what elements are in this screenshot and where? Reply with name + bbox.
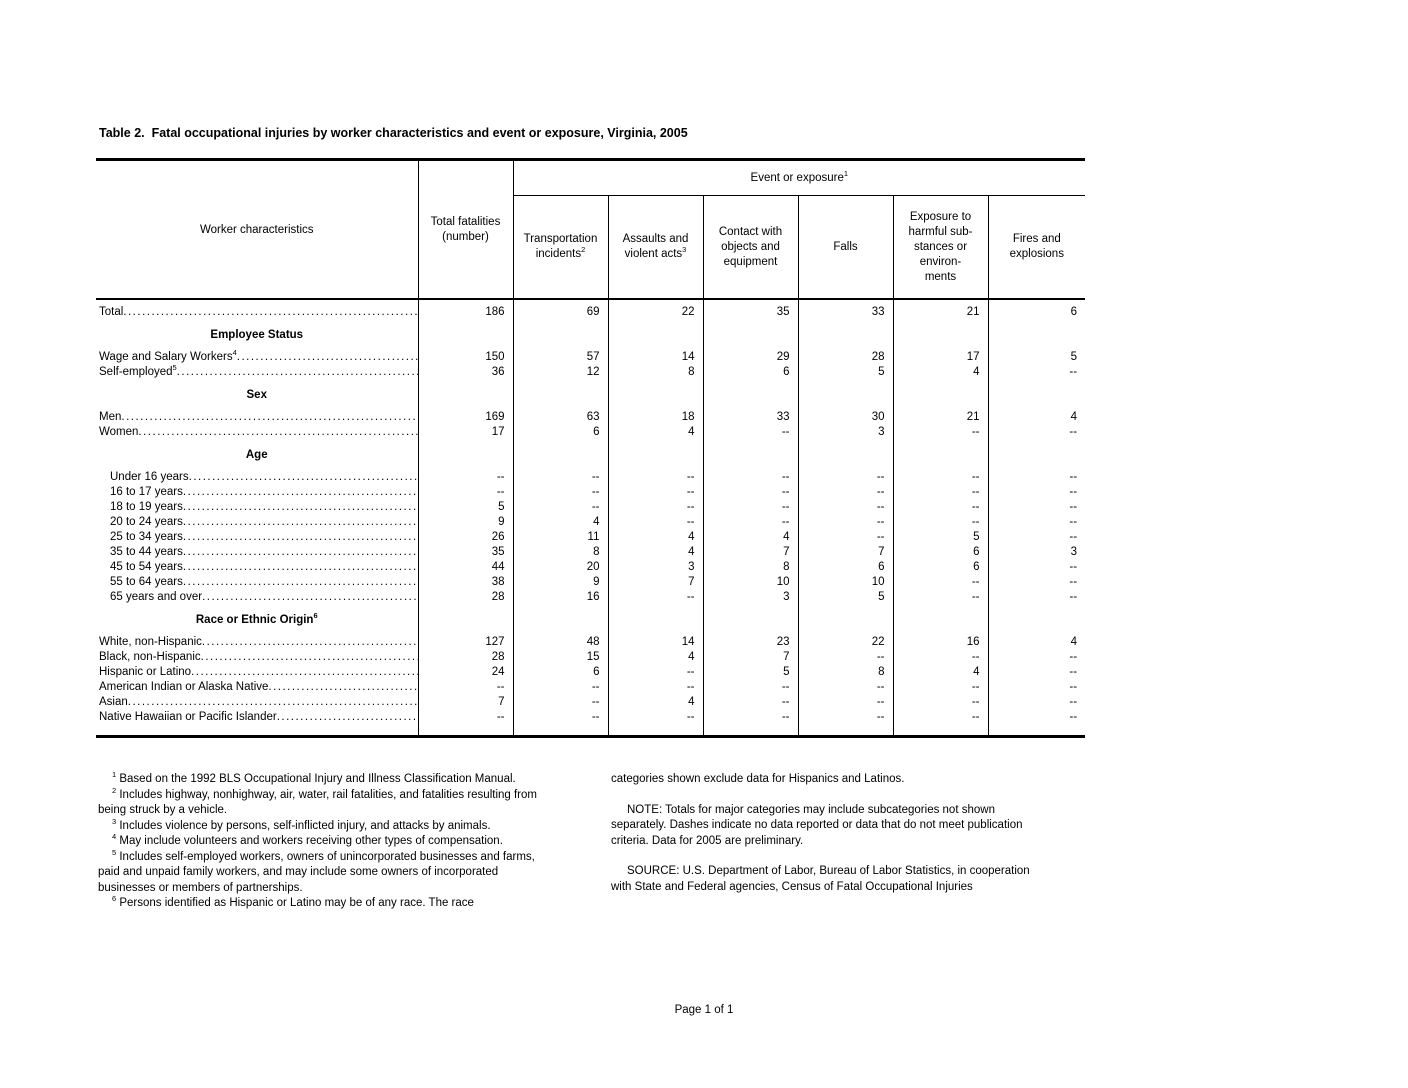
footnotes-right-column — [611, 772, 1039, 895]
value-cell: 5 — [988, 350, 1085, 365]
value-cell: -- — [988, 665, 1085, 680]
row-label-text: Black, non-Hispanic — [99, 651, 201, 663]
leader-dots — [183, 575, 418, 590]
table-row — [96, 560, 1085, 575]
value-cell: -- — [988, 560, 1085, 575]
row-label-text: Women — [99, 426, 139, 438]
table-row — [96, 650, 1085, 665]
value-cell: 6 — [798, 560, 893, 575]
value-cell: -- — [703, 485, 798, 500]
value-cell: -- — [798, 470, 893, 485]
page-number: Page 1 of 1 — [674, 1004, 734, 1016]
note-paragraph: categories shown exclude data for Hispanics and Latinos. — [611, 773, 905, 785]
value-cell: -- — [513, 695, 608, 710]
table-row — [96, 410, 1085, 425]
value-cell: 18 — [608, 410, 703, 425]
table-title: Table 2. Fatal occupational injuries by worker characteristics and event or exposure, Virginia, 2005 — [99, 126, 688, 140]
value-cell: 5 — [893, 530, 988, 545]
value-cell: -- — [418, 485, 513, 500]
value-cell: -- — [608, 500, 703, 515]
row-label-text: 65 years and over — [110, 591, 203, 603]
value-cell: 7 — [608, 575, 703, 590]
row-label — [96, 560, 418, 575]
row-label-text: 35 to 44 years — [110, 546, 183, 558]
leader-dots — [183, 560, 418, 575]
empty-cell — [893, 605, 988, 635]
empty-cell — [988, 380, 1085, 410]
row-label-text: Total — [99, 306, 124, 318]
value-cell: 30 — [798, 410, 893, 425]
value-cell: -- — [513, 680, 608, 695]
value-cell: -- — [988, 470, 1085, 485]
footnote: $^6$ Persons identified as Hispanic or Latino may be of any race. The race — [112, 894, 474, 909]
value-cell: 69 — [513, 299, 608, 320]
value-cell: 127 — [418, 635, 513, 650]
value-cell: 26 — [418, 530, 513, 545]
leader-dots — [138, 425, 417, 440]
worker-characteristics-header: Worker characteristics — [96, 160, 418, 300]
value-cell: 33 — [798, 299, 893, 320]
value-cell: -- — [893, 515, 988, 530]
value-cell: 22 — [608, 299, 703, 320]
event-column-header: Transportation incidents$^2$ — [513, 196, 608, 300]
value-cell: -- — [988, 680, 1085, 695]
event-column-header: Fires and explosions — [988, 196, 1085, 300]
row-label — [96, 665, 418, 680]
row-label-text: 25 to 34 years — [110, 531, 183, 543]
value-cell: -- — [513, 470, 608, 485]
footnote: $^2$ Includes highway, nonhighway, air, water, rail fatalities, and fatalities resulting from being struck by a vehicle. — [98, 785, 537, 816]
footnotes-left-column — [98, 772, 556, 912]
value-cell: 5 — [703, 665, 798, 680]
row-label-text: Hispanic or Latino — [99, 666, 192, 678]
leader-dots — [189, 470, 418, 485]
table-row — [96, 680, 1085, 695]
value-cell: 12 — [513, 365, 608, 380]
value-cell: 3 — [988, 545, 1085, 560]
row-label — [96, 590, 418, 605]
row-label — [96, 485, 418, 500]
leader-dots — [237, 350, 418, 365]
value-cell: 7 — [703, 545, 798, 560]
table-row — [96, 590, 1085, 605]
empty-cell — [798, 320, 893, 350]
value-cell: -- — [703, 515, 798, 530]
value-cell: 3 — [703, 590, 798, 605]
value-cell: 21 — [893, 410, 988, 425]
event-exposure-label: Event or exposure — [750, 172, 844, 184]
row-label — [96, 545, 418, 560]
value-cell: 4 — [988, 410, 1085, 425]
empty-cell — [418, 320, 513, 350]
value-cell: -- — [798, 515, 893, 530]
value-cell: -- — [798, 530, 893, 545]
row-label-text: White, non-Hispanic — [99, 636, 202, 648]
row-label — [96, 365, 418, 380]
footnote: $^1$ Based on the 1992 BLS Occupational Injury and Illness Classification Manual. — [112, 770, 516, 785]
empty-cell — [418, 605, 513, 635]
value-cell: 14 — [608, 350, 703, 365]
value-cell: 16 — [513, 590, 608, 605]
value-cell: 28 — [418, 590, 513, 605]
value-cell: -- — [703, 425, 798, 440]
value-cell: 28 — [418, 650, 513, 665]
value-cell: -- — [513, 500, 608, 515]
leader-dots — [128, 695, 418, 710]
value-cell: -- — [798, 650, 893, 665]
value-cell: 4 — [608, 695, 703, 710]
row-label — [96, 350, 418, 365]
leader-dots — [183, 500, 418, 515]
empty-cell — [608, 440, 703, 470]
value-cell: -- — [988, 575, 1085, 590]
section-header: Sex — [246, 389, 267, 401]
value-cell: 3 — [798, 425, 893, 440]
table-row — [96, 350, 1085, 365]
table-row — [96, 575, 1085, 590]
value-cell: 21 — [893, 299, 988, 320]
empty-cell — [513, 320, 608, 350]
leader-dots — [202, 590, 417, 605]
row-label-text: Asian — [99, 696, 128, 708]
value-cell: -- — [608, 665, 703, 680]
empty-cell — [513, 440, 608, 470]
value-cell: 29 — [703, 350, 798, 365]
table-row — [96, 710, 1085, 737]
value-cell: -- — [703, 470, 798, 485]
leader-dots — [183, 530, 418, 545]
row-label — [96, 410, 418, 425]
value-cell: 8 — [798, 665, 893, 680]
leader-dots — [202, 635, 418, 650]
footnote: $^4$ May include volunteers and workers receiving other types of compensation. — [112, 832, 503, 847]
row-label — [96, 575, 418, 590]
value-cell: -- — [798, 485, 893, 500]
empty-cell — [798, 605, 893, 635]
empty-cell — [798, 440, 893, 470]
value-cell: 6 — [988, 299, 1085, 320]
section-header: Age — [245, 449, 268, 461]
leader-dots — [123, 305, 417, 320]
value-cell: 36 — [418, 365, 513, 380]
row-label-text: American Indian or Alaska Native — [99, 681, 269, 693]
row-label-text: 18 to 19 years — [110, 501, 183, 513]
row-label — [96, 299, 418, 320]
empty-cell — [988, 440, 1085, 470]
table-row — [96, 515, 1085, 530]
table-row — [96, 695, 1085, 710]
value-cell: 5 — [798, 590, 893, 605]
leader-dots — [183, 545, 418, 560]
value-cell: -- — [893, 500, 988, 515]
value-cell: 8 — [608, 365, 703, 380]
leader-dots — [183, 485, 418, 500]
value-cell: 3 — [608, 560, 703, 575]
table-row — [96, 545, 1085, 560]
value-cell: 48 — [513, 635, 608, 650]
value-cell: 17 — [418, 425, 513, 440]
leader-dots — [183, 515, 418, 530]
row-label-text: Wage and Salary Workers$^4$ — [99, 350, 237, 363]
value-cell: 9 — [418, 515, 513, 530]
value-cell: 10 — [703, 575, 798, 590]
empty-cell — [893, 440, 988, 470]
value-cell: 6 — [893, 560, 988, 575]
leader-dots — [277, 710, 418, 725]
row-label-text: Self-employed$^5$ — [99, 365, 177, 378]
value-cell: -- — [893, 425, 988, 440]
row-label — [96, 650, 418, 665]
row-label — [96, 635, 418, 650]
value-cell: -- — [988, 590, 1085, 605]
value-cell: -- — [893, 695, 988, 710]
value-cell: 9 — [513, 575, 608, 590]
value-cell: -- — [893, 470, 988, 485]
section-row — [96, 440, 1085, 470]
value-cell: 169 — [418, 410, 513, 425]
value-cell: 4 — [893, 665, 988, 680]
value-cell: 8 — [513, 545, 608, 560]
value-cell: 8 — [703, 560, 798, 575]
empty-cell — [513, 380, 608, 410]
empty-cell — [703, 380, 798, 410]
event-column-header: Assaults and violent acts$^3$ — [608, 196, 703, 300]
event-column-header: Falls — [798, 196, 893, 300]
empty-cell — [703, 320, 798, 350]
value-cell: 4 — [608, 530, 703, 545]
value-cell: 20 — [513, 560, 608, 575]
value-cell: -- — [893, 485, 988, 500]
value-cell: -- — [798, 680, 893, 695]
value-cell: 6 — [513, 425, 608, 440]
empty-cell — [513, 605, 608, 635]
empty-cell — [798, 380, 893, 410]
value-cell: 186 — [418, 299, 513, 320]
empty-cell — [608, 380, 703, 410]
empty-cell — [703, 605, 798, 635]
note-paragraph: NOTE: Totals for major categories may include subcategories not shown separately. Dashes indicate no data reported or data that do not meet publication criteria. Data for 2005 are preliminary. — [611, 803, 1023, 847]
row-label — [96, 680, 418, 695]
empty-cell — [703, 440, 798, 470]
value-cell: -- — [893, 650, 988, 665]
section-header: Employee Status — [210, 329, 304, 341]
value-cell: 28 — [798, 350, 893, 365]
footnote: $^5$ Includes self-employed workers, owners of unincorporated businesses and farms, paid and unpaid family workers, and may include some owners of incorporated businesses or members of partnerships. — [98, 847, 535, 894]
leader-dots — [121, 410, 417, 425]
value-cell: 4 — [608, 650, 703, 665]
value-cell: 11 — [513, 530, 608, 545]
empty-cell — [893, 320, 988, 350]
table-row — [96, 485, 1085, 500]
value-cell: 57 — [513, 350, 608, 365]
row-label-text: Under 16 years — [110, 471, 189, 483]
value-cell: 4 — [703, 530, 798, 545]
value-cell: 10 — [798, 575, 893, 590]
event-column-header: Contact with objects and equipment — [703, 196, 798, 300]
value-cell: 17 — [893, 350, 988, 365]
row-label — [96, 470, 418, 485]
section-header: Race or Ethnic Origin$^6$ — [195, 611, 318, 626]
fatalities-table — [96, 158, 1085, 738]
table-row — [96, 365, 1085, 380]
row-label-text: 20 to 24 years — [110, 516, 183, 528]
event-exposure-footnote-mark: 1 — [843, 169, 849, 179]
leader-dots — [177, 365, 418, 380]
value-cell: -- — [988, 365, 1085, 380]
value-cell: -- — [988, 485, 1085, 500]
value-cell: -- — [988, 515, 1085, 530]
value-cell: -- — [798, 710, 893, 737]
value-cell: 35 — [703, 299, 798, 320]
table-row — [96, 470, 1085, 485]
table-row — [96, 665, 1085, 680]
empty-cell — [608, 605, 703, 635]
value-cell: -- — [893, 680, 988, 695]
row-label — [96, 500, 418, 515]
value-cell: 7 — [418, 695, 513, 710]
value-cell: -- — [988, 695, 1085, 710]
value-cell: 6 — [893, 545, 988, 560]
section-row — [96, 320, 1085, 350]
value-cell: -- — [703, 500, 798, 515]
leader-dots — [268, 680, 417, 695]
value-cell: 44 — [418, 560, 513, 575]
table-row — [96, 299, 1085, 320]
value-cell: 5 — [418, 500, 513, 515]
empty-cell — [418, 380, 513, 410]
event-exposure-group-header — [513, 160, 1085, 196]
value-cell: 7 — [703, 650, 798, 665]
row-label-text: 45 to 54 years — [110, 561, 183, 573]
row-label-text: Men — [99, 411, 122, 423]
value-cell: -- — [608, 515, 703, 530]
value-cell: -- — [608, 590, 703, 605]
value-cell: 4 — [513, 515, 608, 530]
value-cell: 23 — [703, 635, 798, 650]
event-column-header: Exposure to harmful sub- stances or environ- ments — [893, 196, 988, 300]
value-cell: -- — [608, 470, 703, 485]
value-cell: -- — [988, 425, 1085, 440]
value-cell: -- — [988, 530, 1085, 545]
value-cell: 150 — [418, 350, 513, 365]
value-cell: 4 — [893, 365, 988, 380]
table-row — [96, 425, 1085, 440]
value-cell: -- — [703, 710, 798, 737]
total-fatalities-header: Total fatalities (number) — [418, 160, 513, 300]
value-cell: 4 — [988, 635, 1085, 650]
value-cell: -- — [513, 485, 608, 500]
value-cell: 16 — [893, 635, 988, 650]
table-row — [96, 500, 1085, 515]
row-label — [96, 515, 418, 530]
value-cell: 38 — [418, 575, 513, 590]
row-label — [96, 530, 418, 545]
value-cell: 35 — [418, 545, 513, 560]
row-label-text: 16 to 17 years — [110, 486, 183, 498]
empty-cell — [988, 320, 1085, 350]
value-cell: -- — [988, 650, 1085, 665]
value-cell: 6 — [513, 665, 608, 680]
value-cell: -- — [703, 680, 798, 695]
row-label-text: 55 to 64 years — [110, 576, 183, 588]
value-cell: -- — [418, 710, 513, 737]
row-label-text: Native Hawaiian or Pacific Islander — [99, 711, 277, 723]
value-cell: -- — [798, 500, 893, 515]
leader-dots — [191, 665, 417, 680]
value-cell: 14 — [608, 635, 703, 650]
value-cell: -- — [988, 500, 1085, 515]
value-cell: -- — [893, 710, 988, 737]
row-label — [96, 695, 418, 710]
value-cell: -- — [893, 575, 988, 590]
value-cell: -- — [418, 470, 513, 485]
value-cell: 22 — [798, 635, 893, 650]
footnote: $^3$ Includes violence by persons, self-inflicted injury, and attacks by animals. — [112, 816, 491, 832]
table-row — [96, 635, 1085, 650]
empty-cell — [893, 380, 988, 410]
value-cell: -- — [893, 590, 988, 605]
value-cell: -- — [608, 485, 703, 500]
value-cell: -- — [798, 695, 893, 710]
value-cell: 24 — [418, 665, 513, 680]
value-cell: -- — [988, 710, 1085, 737]
section-row — [96, 380, 1085, 410]
value-cell: -- — [418, 680, 513, 695]
empty-cell — [988, 605, 1085, 635]
value-cell: 5 — [798, 365, 893, 380]
value-cell: 4 — [608, 425, 703, 440]
value-cell: -- — [608, 680, 703, 695]
value-cell: -- — [608, 710, 703, 737]
row-label — [96, 425, 418, 440]
row-label — [96, 710, 418, 737]
table-row — [96, 530, 1085, 545]
empty-cell — [418, 440, 513, 470]
value-cell: 6 — [703, 365, 798, 380]
value-cell: 4 — [608, 545, 703, 560]
value-cell: 63 — [513, 410, 608, 425]
note-paragraph: SOURCE: U.S. Department of Labor, Bureau of Labor Statistics, in cooperation with State and Federal agencies, Census of Fatal Occupational Injuries — [611, 865, 1030, 893]
value-cell: 7 — [798, 545, 893, 560]
value-cell: 15 — [513, 650, 608, 665]
value-cell: 33 — [703, 410, 798, 425]
section-row — [96, 605, 1085, 635]
leader-dots — [201, 650, 418, 665]
empty-cell — [608, 320, 703, 350]
value-cell: -- — [513, 710, 608, 737]
value-cell: -- — [703, 695, 798, 710]
